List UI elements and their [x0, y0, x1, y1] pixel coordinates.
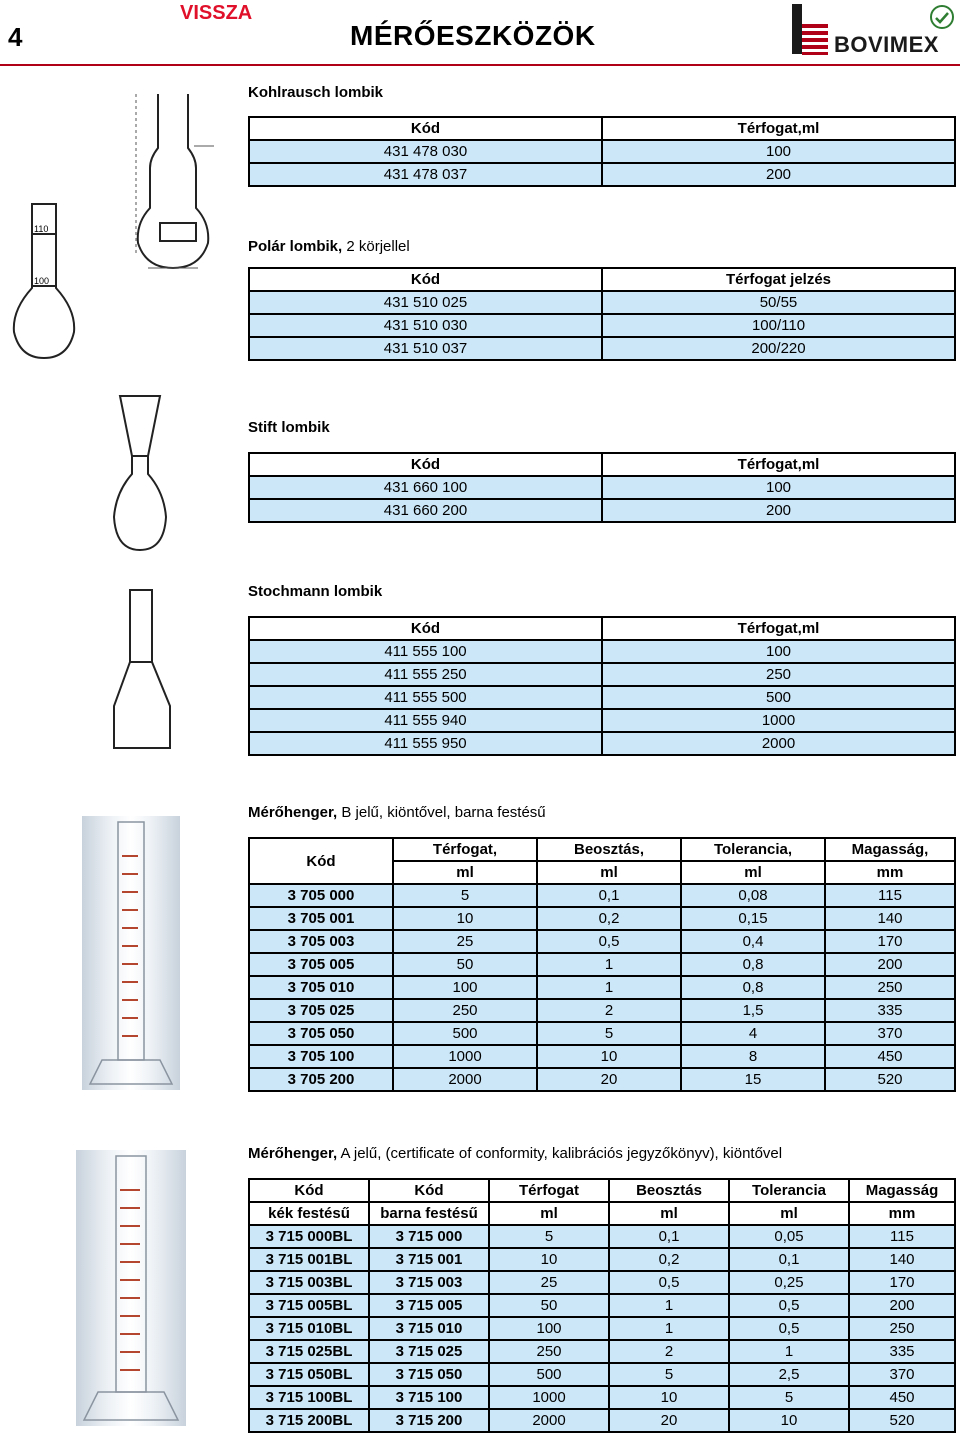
- table-row: [249, 1340, 955, 1363]
- kohlrausch-table: [248, 116, 956, 187]
- table-cell: 2,5: [729, 1363, 849, 1386]
- table-cell: 10: [393, 907, 537, 930]
- table-row: [249, 1022, 955, 1045]
- cylinder-a-title: [248, 1145, 782, 1162]
- table-cell: 20: [537, 1068, 681, 1091]
- table-cell: 450: [849, 1386, 955, 1409]
- table-cell: 335: [849, 1340, 955, 1363]
- table-row: [249, 163, 955, 186]
- column-header: Tolerancia: [729, 1179, 849, 1202]
- table-row: [249, 337, 955, 360]
- table-cell: 0,1: [537, 884, 681, 907]
- table-cell: 1: [609, 1294, 729, 1317]
- table-cell: 3 705 200: [249, 1068, 393, 1091]
- table-cell: 50/55: [602, 291, 955, 314]
- table-cell: 3 715 100BL: [249, 1386, 369, 1409]
- table-row: [249, 976, 955, 999]
- table-cell: 200: [849, 1294, 955, 1317]
- column-header: Beosztás: [609, 1179, 729, 1202]
- table-row: [249, 1363, 955, 1386]
- table-cell: 50: [489, 1294, 609, 1317]
- column-header: Kód: [249, 117, 602, 140]
- cylinder-b-photo: [82, 816, 180, 1090]
- table-cell: 5: [393, 884, 537, 907]
- table-cell: 3 705 010: [249, 976, 393, 999]
- column-unit: ml: [393, 861, 537, 884]
- stift-title: [248, 419, 330, 436]
- table-cell: 100: [602, 640, 955, 663]
- table-row: [249, 884, 955, 907]
- table-header-row: [249, 838, 955, 861]
- table-row: [249, 663, 955, 686]
- column-header: Magasság: [849, 1179, 955, 1202]
- table-row: [249, 640, 955, 663]
- table-cell: 2: [537, 999, 681, 1022]
- table-cell: 0,5: [609, 1271, 729, 1294]
- table-cell: 200: [602, 499, 955, 522]
- table-cell: 3 705 050: [249, 1022, 393, 1045]
- kohlrausch-flask-drawing: [128, 88, 218, 278]
- table-cell: 1,5: [681, 999, 825, 1022]
- table-cell: 100/110: [602, 314, 955, 337]
- table-cell: 5: [729, 1386, 849, 1409]
- stift-title-text: Stift lombik: [248, 419, 330, 436]
- table-cell: 411 555 250: [249, 663, 602, 686]
- table-cell: 3 705 003: [249, 930, 393, 953]
- table-cell: 3 715 005: [369, 1294, 489, 1317]
- column-header: Kód: [249, 1179, 369, 1202]
- back-link[interactable]: VISSZA: [180, 2, 253, 24]
- column-unit: mm: [849, 1202, 955, 1225]
- table-row: [249, 1068, 955, 1091]
- table-cell: 500: [393, 1022, 537, 1045]
- table-cell: 1: [537, 976, 681, 999]
- table-cell: 520: [849, 1409, 955, 1432]
- cylinder-b-body: [249, 884, 955, 1091]
- table-row: [249, 1045, 955, 1068]
- column-header: Kód: [249, 268, 602, 291]
- table-cell: 115: [825, 884, 955, 907]
- table-row: [249, 999, 955, 1022]
- column-header: Kód: [249, 838, 393, 884]
- table-row: [249, 1317, 955, 1340]
- table-cell: 411 555 100: [249, 640, 602, 663]
- table-cell: 3 715 001: [369, 1248, 489, 1271]
- table-cell: 1000: [602, 709, 955, 732]
- table-cell: 140: [825, 907, 955, 930]
- column-header: Tolerancia,: [681, 838, 825, 861]
- stift-table: [248, 452, 956, 523]
- table-cell: 250: [602, 663, 955, 686]
- table-cell: 0,15: [681, 907, 825, 930]
- table-cell: 25: [489, 1271, 609, 1294]
- table-cell: 170: [825, 930, 955, 953]
- kohlrausch-title-text: Kohlrausch lombik: [248, 84, 384, 101]
- table-cell: 0,4: [681, 930, 825, 953]
- cylinder-b-glass: [82, 816, 180, 1090]
- table-cell: 10: [537, 1045, 681, 1068]
- table-cell: 335: [825, 999, 955, 1022]
- table-cell: 3 715 010BL: [249, 1317, 369, 1340]
- table-cell: 10: [729, 1409, 849, 1432]
- table-header-row: [249, 617, 955, 640]
- table-cell: 1: [609, 1317, 729, 1340]
- brand-name: BOVIMEX: [834, 32, 939, 57]
- column-subheader: kék festésű: [249, 1202, 369, 1225]
- table-header-row: [249, 117, 955, 140]
- table-cell: 450: [825, 1045, 955, 1068]
- table-cell: 3 715 000: [369, 1225, 489, 1248]
- table-cell: 250: [825, 976, 955, 999]
- table-row: [249, 930, 955, 953]
- table-cell: 3 715 050: [369, 1363, 489, 1386]
- table-cell: 15: [681, 1068, 825, 1091]
- table-cell: 2: [609, 1340, 729, 1363]
- cylinder-a-title-bold: Mérőhenger,: [248, 1145, 338, 1162]
- table-cell: 100: [489, 1317, 609, 1340]
- cylinder-a-table: [248, 1178, 956, 1433]
- table-cell: 0,1: [609, 1225, 729, 1248]
- table-cell: 8: [681, 1045, 825, 1068]
- table-cell: 370: [849, 1363, 955, 1386]
- cylinder-b-title: [248, 804, 546, 821]
- column-header: Kód: [249, 453, 602, 476]
- column-subheader: barna festésű: [369, 1202, 489, 1225]
- table-cell: 200: [825, 953, 955, 976]
- table-cell: 3 715 050BL: [249, 1363, 369, 1386]
- table-cell: 4: [681, 1022, 825, 1045]
- table-cell: 200: [602, 163, 955, 186]
- table-cell: 3 715 010: [369, 1317, 489, 1340]
- table-cell: 3 705 005: [249, 953, 393, 976]
- table-cell: 0,8: [681, 976, 825, 999]
- cylinder-a-glass: [76, 1150, 186, 1426]
- table-cell: 3 715 200: [369, 1409, 489, 1432]
- table-row: [249, 709, 955, 732]
- table-cell: 0,8: [681, 953, 825, 976]
- column-header: Kód: [249, 617, 602, 640]
- table-cell: 431 660 200: [249, 499, 602, 522]
- column-unit: ml: [729, 1202, 849, 1225]
- table-row: [249, 140, 955, 163]
- header-divider: [0, 64, 960, 66]
- column-unit: ml: [489, 1202, 609, 1225]
- column-header: Beosztás,: [537, 838, 681, 861]
- table-cell: 1000: [489, 1386, 609, 1409]
- table-cell: 2000: [489, 1409, 609, 1432]
- table-cell: 411 555 950: [249, 732, 602, 755]
- table-cell: 0,5: [537, 930, 681, 953]
- table-cell: 20: [609, 1409, 729, 1432]
- polar-title-bold: Polár lombik,: [248, 238, 343, 255]
- table-header-row: [249, 1202, 955, 1225]
- table-row: [249, 1271, 955, 1294]
- table-cell: 0,25: [729, 1271, 849, 1294]
- table-cell: 370: [825, 1022, 955, 1045]
- table-cell: 0,5: [729, 1294, 849, 1317]
- column-unit: ml: [537, 861, 681, 884]
- table-cell: 431 478 037: [249, 163, 602, 186]
- table-cell: 3 705 100: [249, 1045, 393, 1068]
- table-cell: 250: [849, 1317, 955, 1340]
- stochmann-table: [248, 616, 956, 756]
- table-row: [249, 1225, 955, 1248]
- table-cell: 1: [537, 953, 681, 976]
- table-cell: 0,05: [729, 1225, 849, 1248]
- stochmann-title-text: Stochmann lombik: [248, 583, 383, 600]
- table-cell: 3 715 100: [369, 1386, 489, 1409]
- table-row: [249, 476, 955, 499]
- polar-label-lower: 100: [34, 276, 50, 286]
- table-row: [249, 732, 955, 755]
- table-cell: 3 715 000BL: [249, 1225, 369, 1248]
- table-cell: 0,5: [729, 1317, 849, 1340]
- cylinder-b-title-bold: Mérőhenger,: [248, 804, 338, 821]
- cylinder-a-body: [249, 1225, 955, 1432]
- table-cell: 3 715 025: [369, 1340, 489, 1363]
- table-cell: 3 715 025BL: [249, 1340, 369, 1363]
- column-header: Magasság,: [825, 838, 955, 861]
- cylinder-b-title-rest: B jelű, kiöntővel, barna festésű: [337, 804, 546, 821]
- table-row: [249, 499, 955, 522]
- column-header: Térfogat,ml: [602, 453, 955, 476]
- column-unit: ml: [609, 1202, 729, 1225]
- table-cell: 500: [602, 686, 955, 709]
- table-cell: 3 715 003: [369, 1271, 489, 1294]
- table-row: [249, 1386, 955, 1409]
- column-header: Térfogat: [489, 1179, 609, 1202]
- column-header: Térfogat,ml: [602, 617, 955, 640]
- table-cell: 250: [393, 999, 537, 1022]
- polar-flask-drawing: [8, 200, 80, 365]
- table-cell: 140: [849, 1248, 955, 1271]
- table-row: [249, 907, 955, 930]
- stochmann-flask-drawing: [110, 586, 176, 754]
- table-header-row: [249, 453, 955, 476]
- table-header-row: [249, 268, 955, 291]
- stift-flask-drawing: [108, 392, 174, 557]
- polar-table: [248, 267, 956, 361]
- table-cell: 115: [849, 1225, 955, 1248]
- table-cell: 3 715 200BL: [249, 1409, 369, 1432]
- table-row: [249, 686, 955, 709]
- column-unit: mm: [825, 861, 955, 884]
- table-cell: 431 660 100: [249, 476, 602, 499]
- table-cell: 100: [602, 476, 955, 499]
- cylinder-a-photo: [76, 1150, 186, 1426]
- table-cell: 50: [393, 953, 537, 976]
- table-cell: 2000: [602, 732, 955, 755]
- table-row: [249, 314, 955, 337]
- table-cell: 431 510 025: [249, 291, 602, 314]
- page-title: MÉRŐESZKÖZÖK: [350, 20, 596, 51]
- column-header: Kód: [369, 1179, 489, 1202]
- table-cell: 10: [609, 1386, 729, 1409]
- table-cell: 520: [825, 1068, 955, 1091]
- table-cell: 5: [489, 1225, 609, 1248]
- kohlrausch-title: [248, 84, 383, 101]
- table-cell: 411 555 940: [249, 709, 602, 732]
- table-cell: 0,08: [681, 884, 825, 907]
- polar-title-rest: 2 körjellel: [342, 238, 410, 255]
- polar-label-upper: 110: [34, 224, 49, 234]
- table-row: [249, 291, 955, 314]
- polar-title: [248, 238, 410, 255]
- table-row: [249, 953, 955, 976]
- table-cell: 3 715 005BL: [249, 1294, 369, 1317]
- table-cell: 100: [393, 976, 537, 999]
- table-cell: 5: [609, 1363, 729, 1386]
- table-cell: 500: [489, 1363, 609, 1386]
- table-cell: 5: [537, 1022, 681, 1045]
- table-cell: 25: [393, 930, 537, 953]
- table-cell: 200/220: [602, 337, 955, 360]
- table-row: [249, 1294, 955, 1317]
- bovimex-logo: [788, 2, 958, 58]
- table-cell: 10: [489, 1248, 609, 1271]
- column-header: Térfogat,ml: [602, 117, 955, 140]
- page-number: 4: [8, 22, 23, 52]
- table-row: [249, 1248, 955, 1271]
- table-cell: 0,1: [729, 1248, 849, 1271]
- cylinder-a-title-rest: A jelű, (certificate of conformity, kalibrációs jegyzőkönyv), kiöntővel: [337, 1145, 783, 1162]
- table-cell: 411 555 500: [249, 686, 602, 709]
- table-cell: 2000: [393, 1068, 537, 1091]
- table-cell: 431 510 030: [249, 314, 602, 337]
- stochmann-title: [248, 583, 382, 600]
- table-cell: 0,2: [537, 907, 681, 930]
- table-cell: 3 715 003BL: [249, 1271, 369, 1294]
- table-cell: 100: [602, 140, 955, 163]
- column-header: Térfogat jelzés: [602, 268, 955, 291]
- table-cell: 1: [729, 1340, 849, 1363]
- table-cell: 0,2: [609, 1248, 729, 1271]
- table-cell: 431 478 030: [249, 140, 602, 163]
- table-cell: 3 705 000: [249, 884, 393, 907]
- table-cell: 3 705 001: [249, 907, 393, 930]
- column-unit: ml: [681, 861, 825, 884]
- column-header: Térfogat,: [393, 838, 537, 861]
- table-cell: 3 705 025: [249, 999, 393, 1022]
- cylinder-b-table: [248, 837, 956, 1092]
- table-row: [249, 1409, 955, 1432]
- table-cell: 3 715 001BL: [249, 1248, 369, 1271]
- table-cell: 1000: [393, 1045, 537, 1068]
- table-cell: 170: [849, 1271, 955, 1294]
- table-cell: 250: [489, 1340, 609, 1363]
- table-header-row: [249, 1179, 955, 1202]
- table-cell: 431 510 037: [249, 337, 602, 360]
